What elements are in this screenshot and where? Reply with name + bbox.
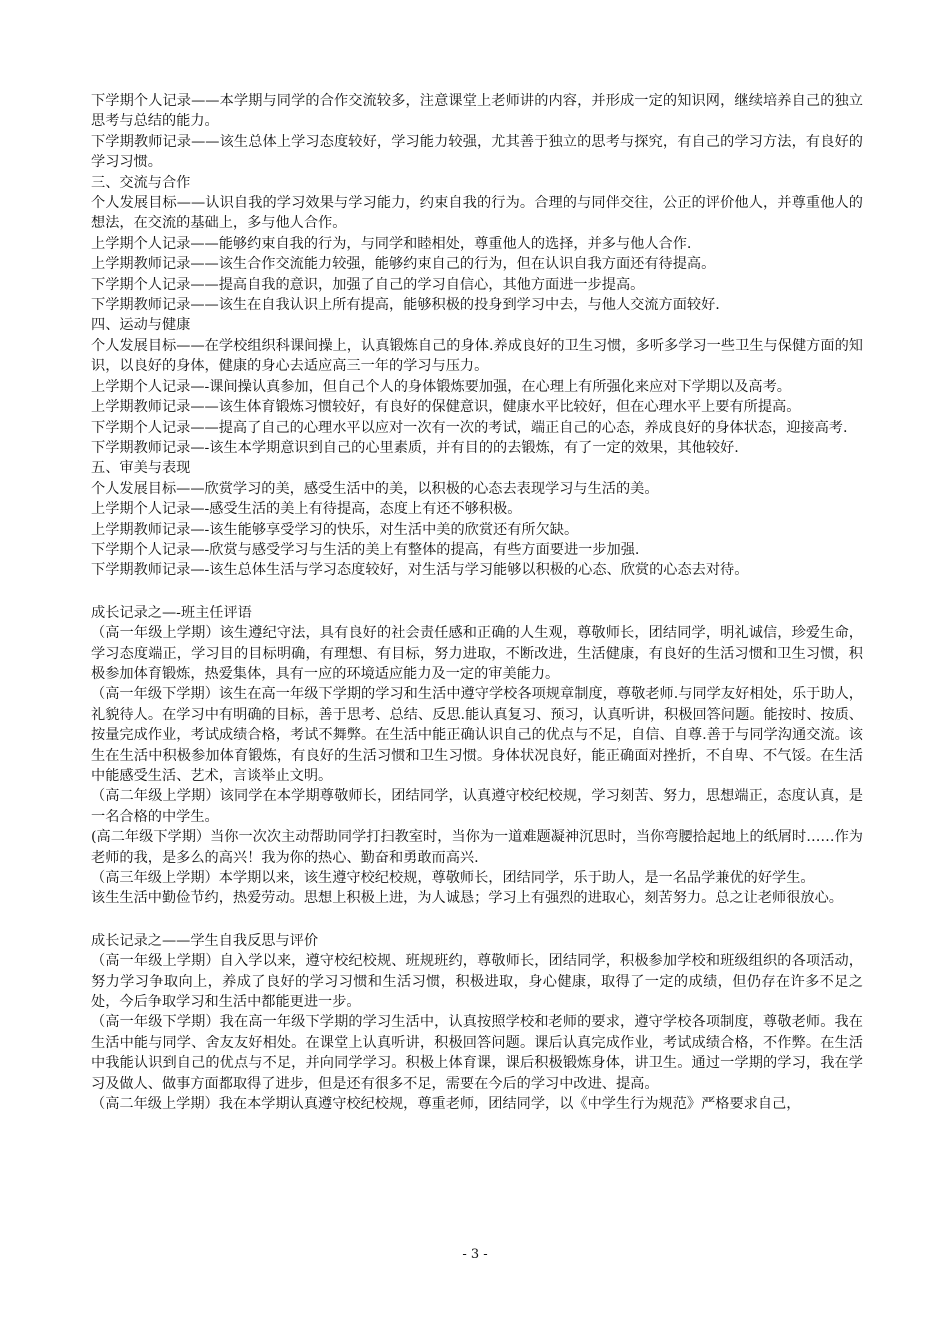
- paragraph: 下学期教师记录—-该生总体生活与学习态度较好，对生活与学习能够以积极的心态、欣赏的心态去对待。: [91, 562, 749, 579]
- paragraph: 成长记录之——学生自我反思与评价: [91, 932, 319, 949]
- paragraph: 上学期教师记录—-该生能够享受学习的快乐，对生活中美的欣赏还有所欠缺。: [91, 521, 579, 538]
- paragraph: 上学期个人记录—-课间操认真参加，但自己个人的身体锻炼要加强，在心理上有所强化来应对下学期以及高考。: [91, 378, 791, 395]
- page-number: - 3 -: [462, 1247, 488, 1262]
- paragraph: 该生生活中勤俭节约，热爱劳动。思想上积极上进，为人诚恳；学习上有强烈的进取心，刻苦努力。总之让老师很放心。: [91, 890, 843, 907]
- paragraph: （高三年级上学期）本学期以来，该生遵守校纪校规，尊敬师长，团结同学，乐于助人，是一名品学兼优的好学生。: [91, 870, 815, 887]
- paragraph-spacer: [91, 909, 863, 931]
- paragraph: 下学期教师记录—-该生本学期意识到自己的心里素质，并有目的的去锻炼，有了一定的效果，其他较好.: [91, 439, 739, 456]
- paragraph: 下学期个人记录——提高自我的意识，加强了自己的学习自信心，其他方面进一步提高。: [91, 276, 645, 293]
- paragraph: 下学期个人记录——提高了自己的心理水平以应对一次有一次的考试，端正自己的心态，养成良好的身体状态，迎接高考.: [91, 419, 848, 436]
- paragraph-spacer: [91, 581, 863, 603]
- paragraph: 上学期教师记录——该生体育锻炼习惯较好，有良好的保健意识，健康水平比较好，但在心理水平上要有所提高。: [91, 399, 801, 416]
- paragraph: （高一年级下学期）我在高一年级下学期的学习生活中，认真按照学校和老师的要求，遵守学校各项制度，尊敬老师。我在生活中能与同学、舍友友好相处。在课堂上认真听讲，积极回答问题。课后认真完成作业，考试成绩合格，不作弊。在生活中我能认识到自己的优点与不足，并向同学学习。积极上体育课，课后积极锻炼身体，讲卫生。通过一学期的学习，我在学习及做人、做事方面都取得了进步，但是还有很多不足，需要在今后的学习中改进、提高。: [91, 1014, 863, 1092]
- paragraph: 上学期个人记录—-感受生活的美上有待提高，态度上有还不够积极。: [91, 501, 522, 518]
- paragraph: (高二年级下学期）当你一次次主动帮助同学打扫教室时，当你为一道难题凝神沉思时，当你弯腰拾起地上的纸屑时……作为老师的我，是多么的高兴！我为你的热心、勤奋和勇敢而高兴.: [91, 829, 863, 866]
- paragraph: 下学期个人记录—-欣赏与感受学习与生活的美上有整体的提高，有些方面要进一步加强.: [91, 541, 640, 558]
- paragraph: 下学期教师记录——该生在自我认识上所有提高，能够积极的投身到学习中去，与他人交流方面较好.: [91, 297, 720, 314]
- paragraph: 成长记录之—-班主任评语: [91, 604, 252, 621]
- paragraph: （高二年级上学期）该同学在本学期尊敬师长，团结同学，认真遵守校纪校规，学习刻苦、努力，思想端正，态度认真，是一名合格的中学生。: [91, 788, 863, 825]
- paragraph: 个人发展目标——在学校组织科课间操上，认真锻炼自己的身体.养成良好的卫生习惯，多听多学习一些卫生与保健方面的知识，以良好的身体，健康的身心去适应高三一年的学习与压力。: [91, 337, 863, 375]
- paragraph: 下学期个人记录——本学期与同学的合作交流较多，注意课堂上老师讲的内容，并形成一定的知识网，继续培养自己的独立思考与总结的能力。: [91, 93, 863, 130]
- paragraph: （高一年级上学期）该生遵纪守法，具有良好的社会责任感和正确的人生观，尊敬师长，团结同学，明礼诚信，珍爱生命，学习态度端正，学习目的目标明确，有理想、有目标，努力进取，不断改进，生活健康，有良好的生活习惯和卫生习惯，积极参加体育锻炼，热爱集体，具有一应的环境适应能力及一定的审美能力。: [91, 625, 863, 682]
- paragraph: 个人发展目标——欣赏学习的美，感受生活中的美，以积极的心态去表现学习与生活的美。: [91, 480, 659, 497]
- paragraph: （高一年级下学期）该生在高一年级下学期的学习和生活中遵守学校各项规章制度，尊敬老师.与同学友好相处，乐于助人，礼貌待人。在学习中有明确的目标，善于思考、总结、反思.能认真复习、预习，认真听讲，积极回答问题。能按时、按质、按量完成作业，考试成绩合格，考试不舞弊。在生活中能正确认识自己的优点与不足，自信、自尊.善于与同学沟通交流。该生在生活中积极参加体育锻炼，有良好的生活习惯和卫生习惯。身体状况良好，能正确面对挫折，不自卑、不气馁。在生活中能感受生活、艺术，言谈举止文明。: [91, 686, 863, 784]
- paragraph: （高一年级上学期）自入学以来，遵守校纪校规、班规班约，尊敬师长，团结同学，积极参加学校和班级组织的各项活动，努力学习争取向上，养成了良好的学习习惯和生活习惯，积极进取，身心健康，取得了一定的成绩，但仍存在许多不足之处，今后争取学习和生活中都能更进一步。: [91, 953, 863, 1011]
- paragraph: 四、运动与健康: [91, 317, 191, 334]
- document-body: [91, 91, 863, 1115]
- paragraph: 个人发展目标——认识自我的学习效果与学习能力，约束自我的行为。合理的与同伴交往，公正的评价他人，并尊重他人的想法，在交流的基础上，多与他人合作。: [91, 195, 863, 232]
- paragraph: 下学期教师记录——该生总体上学习态度较好，学习能力较强，尤其善于独立的思考与探究，有自己的学习方法，有良好的学习习惯。: [91, 133, 863, 171]
- paragraph: 三、交流与合作: [91, 174, 191, 191]
- paragraph: （高二年级上学期）我在本学期认真遵守校纪校规，尊重老师，团结同学，以《中学生行为规范》严格要求自己，: [91, 1096, 801, 1113]
- paragraph: 五、审美与表现: [91, 460, 191, 477]
- paragraph: 上学期个人记录——能够约束自我的行为，与同学和睦相处，尊重他人的选择，并多与他人合作.: [91, 235, 692, 252]
- paragraph: 上学期教师记录——该生合作交流能力较强，能够约束自己的行为，但在认识自我方面还有待提高。: [91, 256, 716, 273]
